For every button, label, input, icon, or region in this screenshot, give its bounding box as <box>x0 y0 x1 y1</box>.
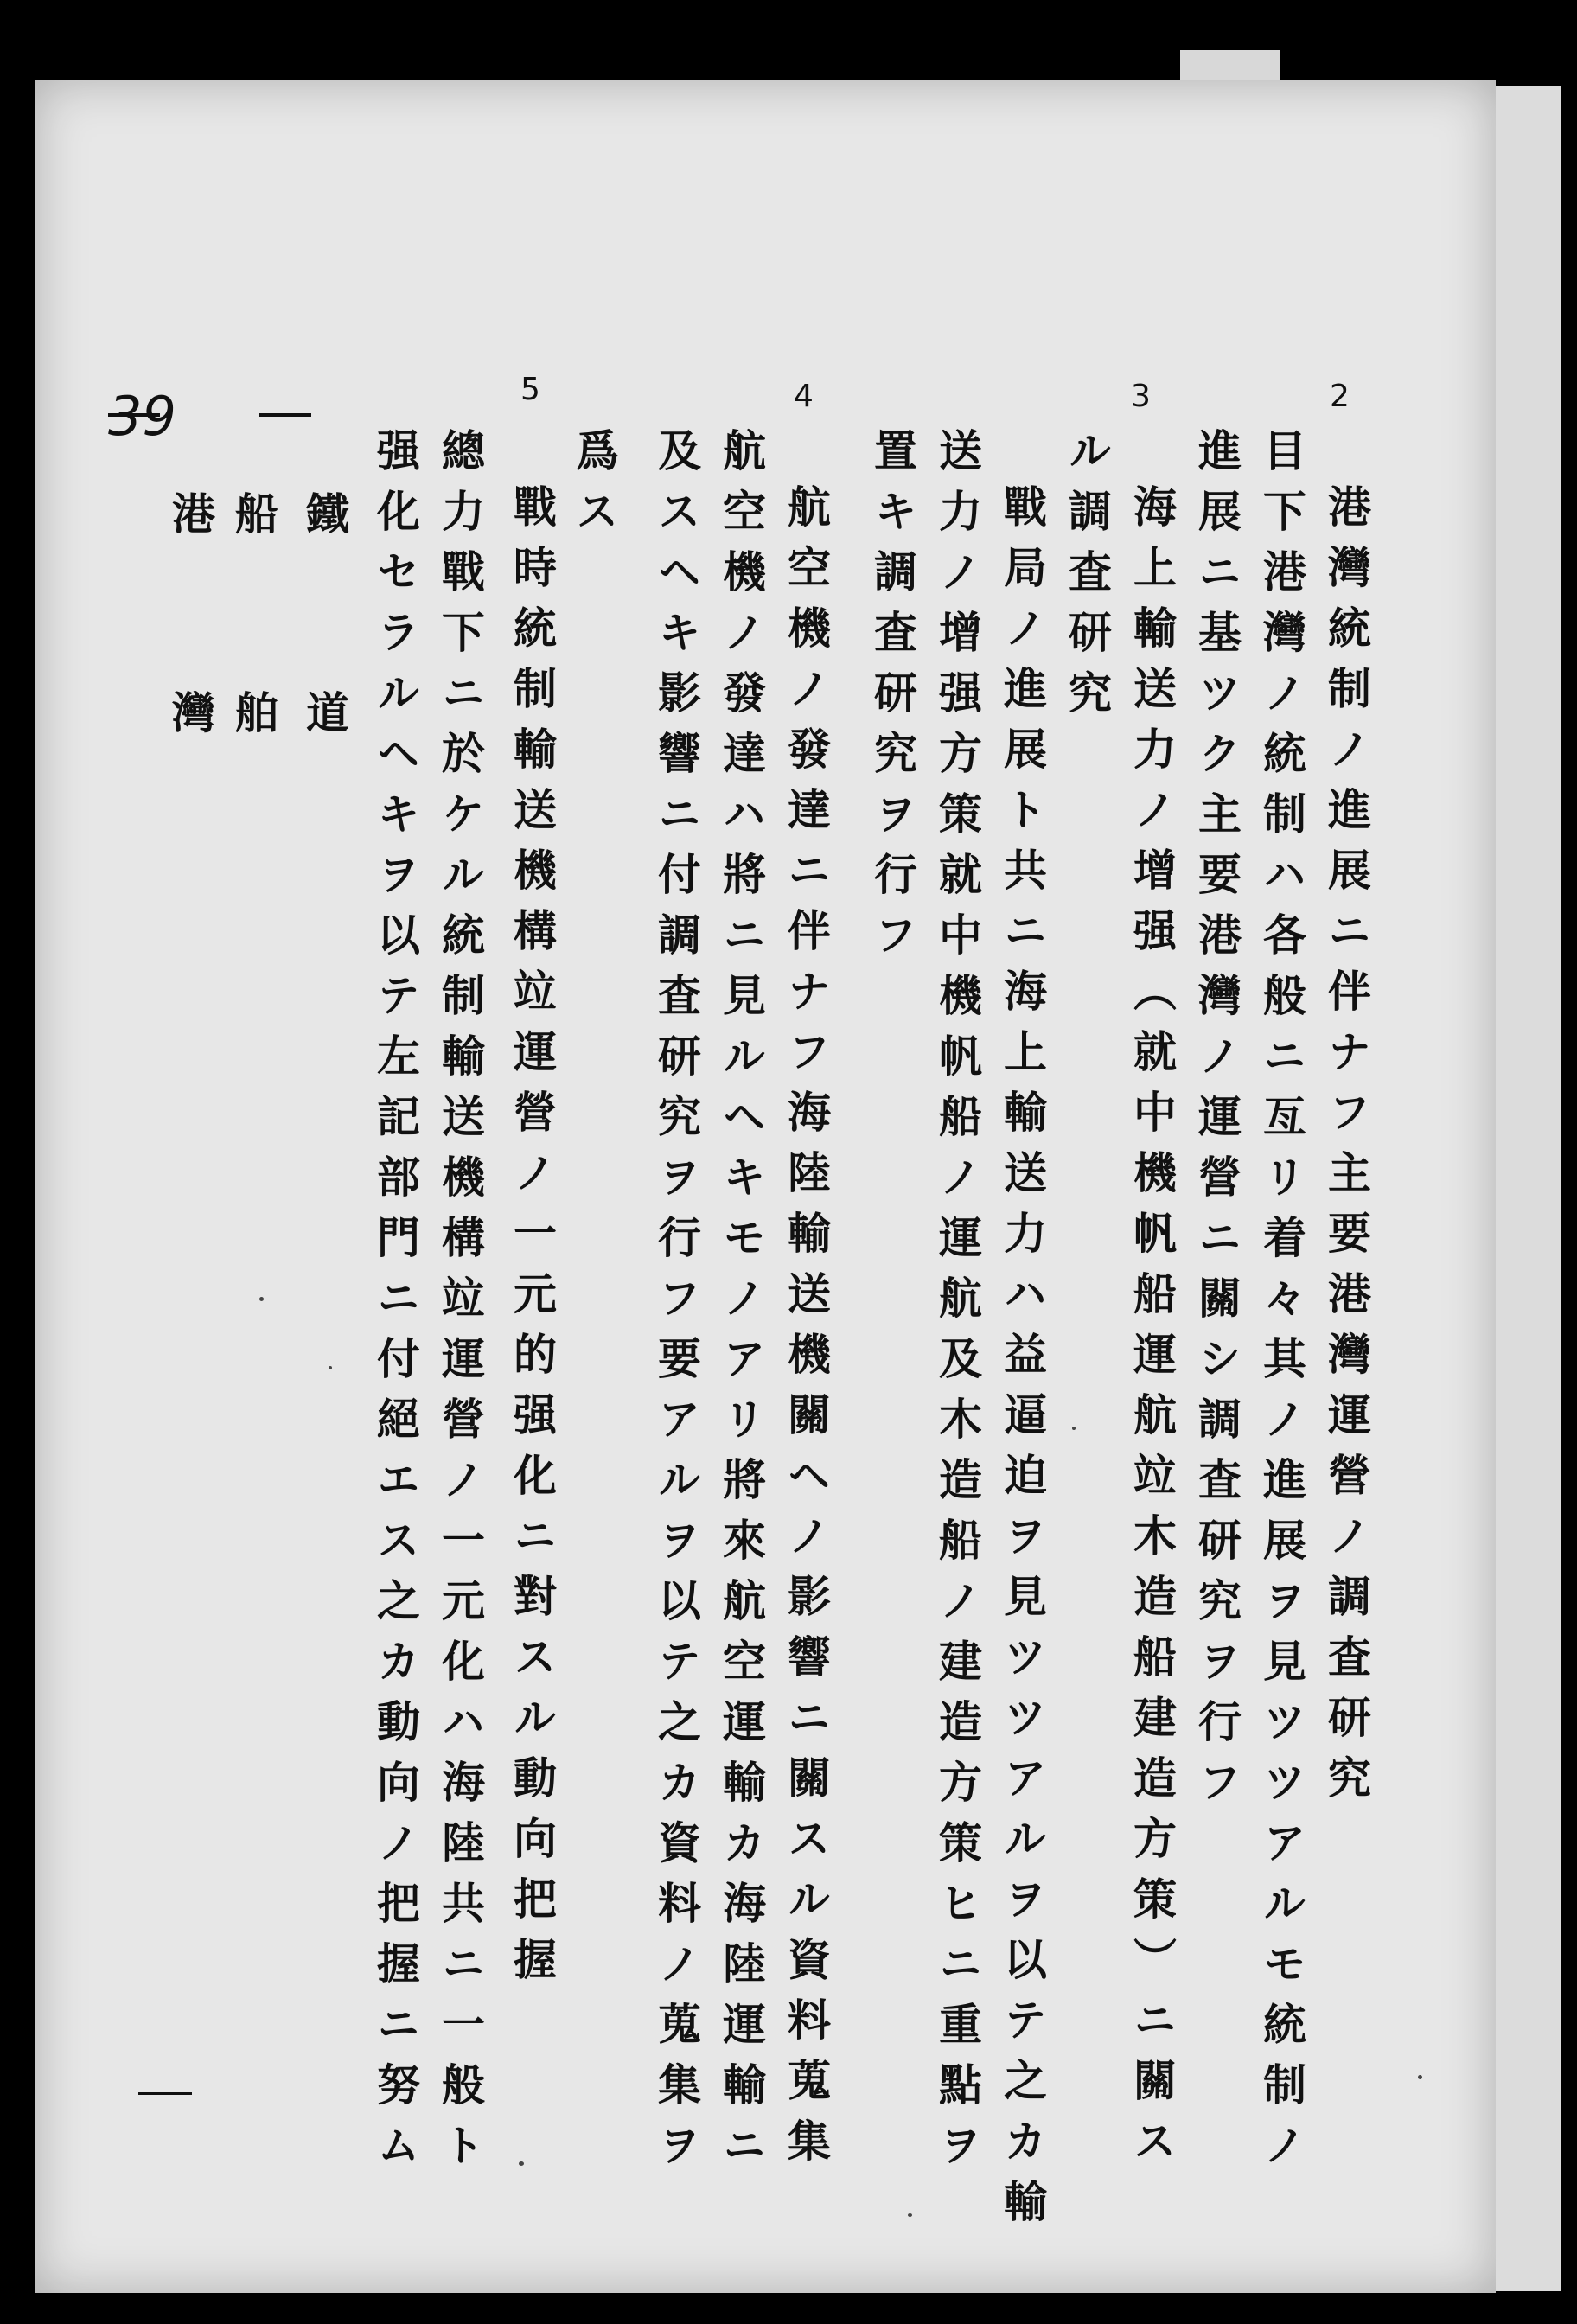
item-number: 3 <box>1131 379 1151 414</box>
page-number: 39 <box>108 385 176 448</box>
item-body-line: 送力ノ增强方策就中機帆船ノ運航及木造船ノ建造方策ヒニ重點ヲ <box>932 428 983 2183</box>
item-heading-continued: ル調査研究 <box>1062 428 1113 731</box>
scan-speck <box>329 1366 332 1370</box>
item-number: 2 <box>1330 379 1350 414</box>
sector-shipping: 船舶 <box>228 491 279 889</box>
scan-speck <box>519 2161 524 2166</box>
scan-speck <box>1418 2075 1422 2079</box>
item-body-line: 戰局ノ進展ト共ニ海上輸送力ハ益逼迫ヲ見ツツアルヲ以テ之カ輸 <box>997 484 1048 2239</box>
item-number: 5 <box>520 372 540 407</box>
item-heading: 戰時統制輸送機構竝運營ノ一元的强化ニ對スル動向把握 <box>507 484 558 1997</box>
item-heading: 海上輸送力ノ增强（就中機帆船運航竝木造船建造方策）ニ關ス <box>1127 484 1178 2179</box>
item-body-line: 及スヘキ影響ニ付調査研究ヲ行フ要アルヲ以テ之カ資料ノ蒐集ヲ <box>651 428 702 2183</box>
margin-mark <box>138 2092 192 2095</box>
item-body-line: 總力戰下ニ於ケル統制輸送機構竝運營ノ一元化ハ海陸共ニ一般ト <box>435 428 486 2183</box>
page-number-dash-right <box>259 413 311 417</box>
item-heading: 航空機ノ發達ニ伴ナフ海陸輸送機關ヘノ影響ニ關スル資料蒐集 <box>781 484 832 2179</box>
item-body-line: 强化セラルヘキヲ以テ左記部門ニ付絕エス之カ動向ノ把握ニ努ム <box>370 428 421 2183</box>
sector-harbour: 港灣 <box>165 491 216 889</box>
item-body-line: 置キ調査研究ヲ行フ <box>867 428 918 973</box>
sector-railway: 鐵道 <box>299 491 350 889</box>
scan-speck <box>908 2213 912 2217</box>
item-heading: 港灣統制ノ進展ニ伴ナフ主要港灣運營ノ調査研究 <box>1321 484 1372 1816</box>
item-body-line: 爲ス <box>569 428 620 549</box>
item-number: 4 <box>794 379 814 414</box>
item-body-line: 航空機ノ發達ハ將ニ見ルヘキモノアリ將來航空運輸カ海陸運輸ニ <box>716 428 767 2183</box>
scan-speck <box>1072 1427 1076 1430</box>
archive-stamp <box>1280 55 1461 78</box>
scan-speck <box>259 1297 264 1301</box>
tape-strip <box>1180 50 1280 83</box>
item-body-line: 進展ニ基ツク主要港灣ノ運營ニ關シ調査研究ヲ行フ <box>1191 428 1242 1820</box>
item-body-line: 目下港灣ノ統制ハ各般ニ亙リ着々其ノ進展ヲ見ツツアルモ統制ノ <box>1256 428 1307 2183</box>
